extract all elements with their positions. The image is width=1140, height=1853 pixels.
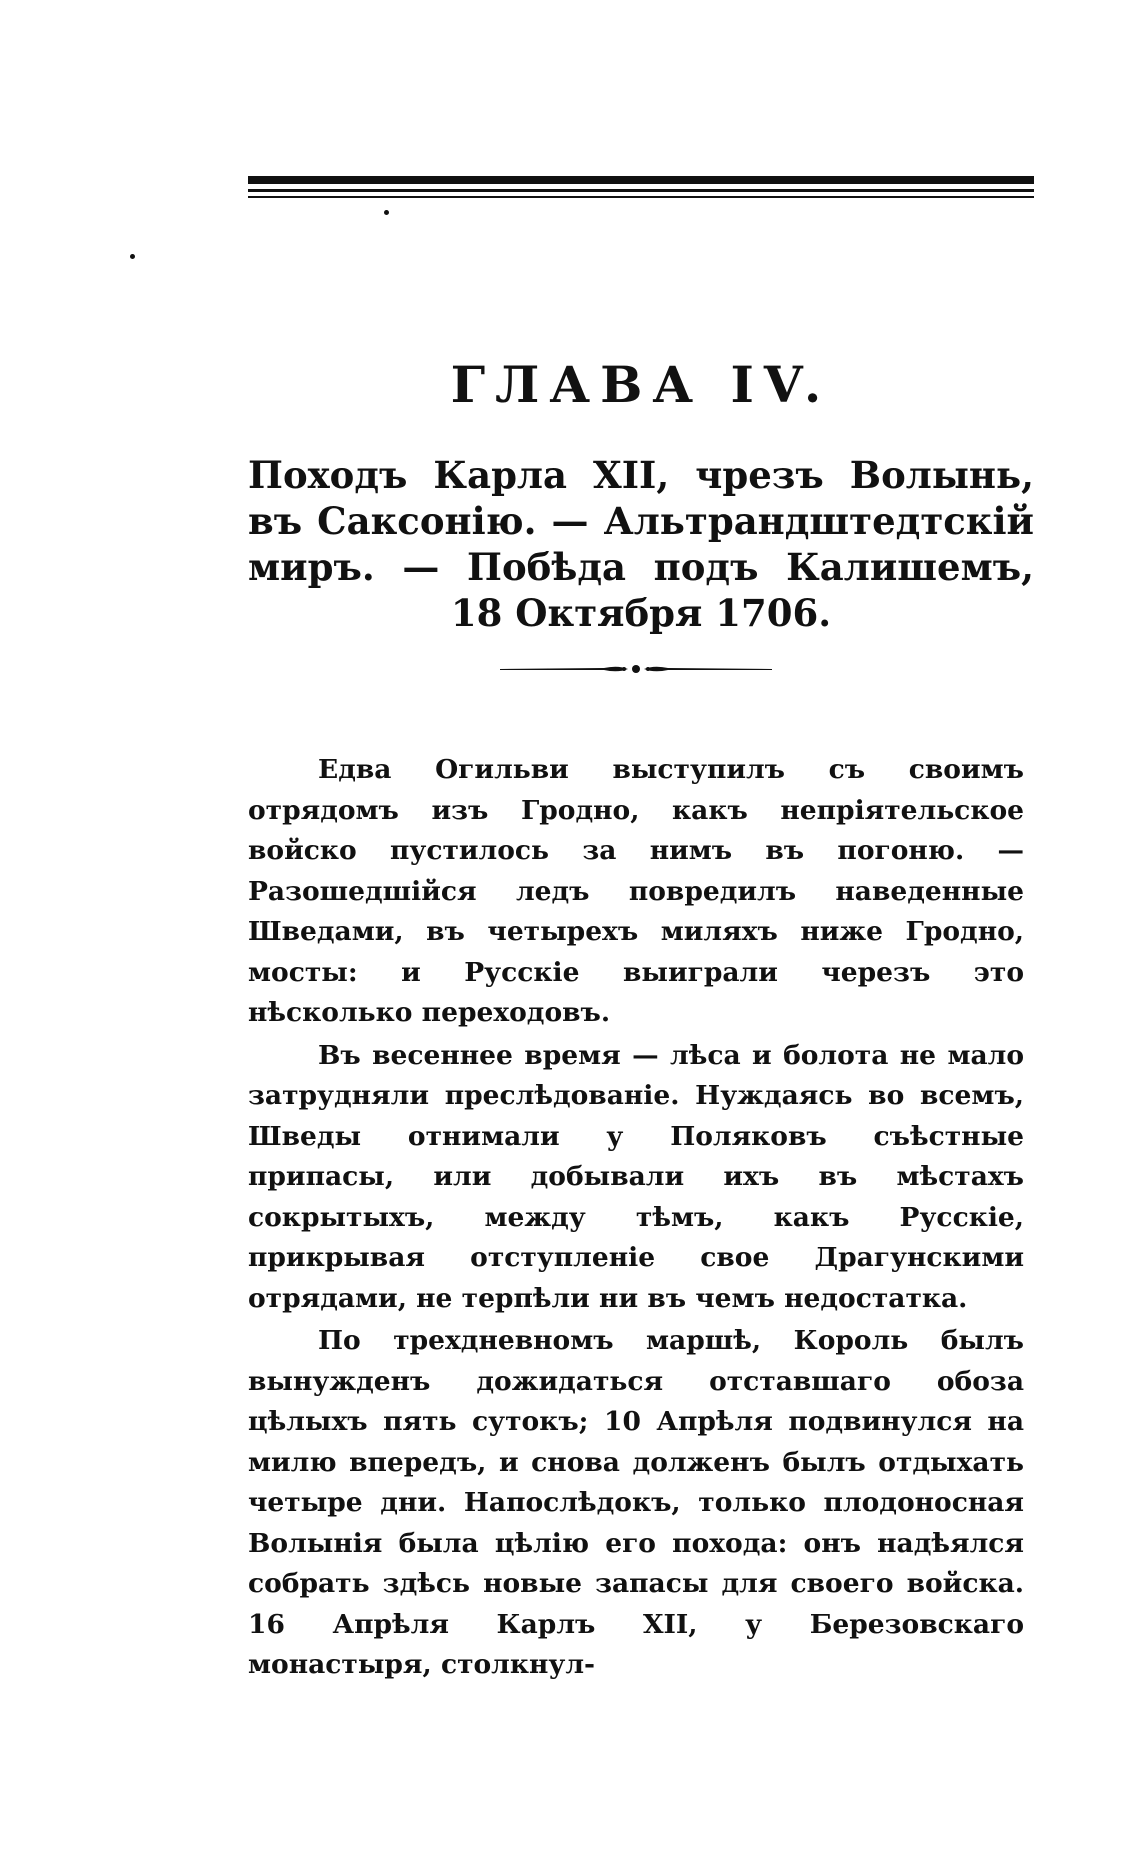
header-rule-bottom-line (248, 196, 1034, 198)
ink-speck (130, 254, 135, 259)
paragraph: Въ весеннее время — лѣса и болота не мало затрудняли преслѣдованіе. Нуждаясь во всемъ, Шведы отнимали у Поляковъ съѣстные припасы, или добывали ихъ въ мѣстахъ сокрытыхъ, между тѣмъ, какъ Русскіе, прикрывая отступленіе свое Драгунскими отрядами, не терпѣли ни въ чемъ недостатка. (248, 1039, 1024, 1314)
paragraph: По трехдневномъ маршѣ, Король былъ вынужденъ дожидаться отставшаго обоза цѣлыхъ пять сутокъ; 10 Апрѣля подвинулся на милю впередъ, и снова долженъ былъ отдыхать четыре дни. Напослѣдокъ, только плодоносная Волынія была цѣлію его похода: онъ надѣялся собрать здѣсь новые запасы для своего войска. 16 Апрѣля Карлъ XII, у Березовскаго монастыря, столкнул- (248, 1325, 1024, 1680)
header-rule-thin-line (248, 189, 1034, 192)
body-text (248, 750, 1024, 1688)
header-rule (248, 176, 1034, 198)
ornament-divider (500, 654, 772, 684)
paragraph: Едва Огильви выступилъ съ своимъ отрядомъ изъ Гродно, какъ непріятельское войско пустилось за нимъ въ погоню. — Разошедшійся ледъ повредилъ наведенные Шведами, въ четырехъ миляхъ ниже Гродно, мосты: и Русскіе выиграли черезъ это нѣсколько переходовъ. (248, 754, 1024, 1028)
chapter-title: ГЛАВА IV. (450, 355, 832, 414)
header-rule-thick-line (248, 176, 1034, 184)
chapter-subtitle: Походъ Карла XII, чрезъ Волынь, въ Саксонію. — Альтрандштедтскій миръ. — Побѣда подъ Калишемъ, 18 Октября 1706. (248, 453, 1034, 635)
ink-speck (384, 210, 389, 215)
